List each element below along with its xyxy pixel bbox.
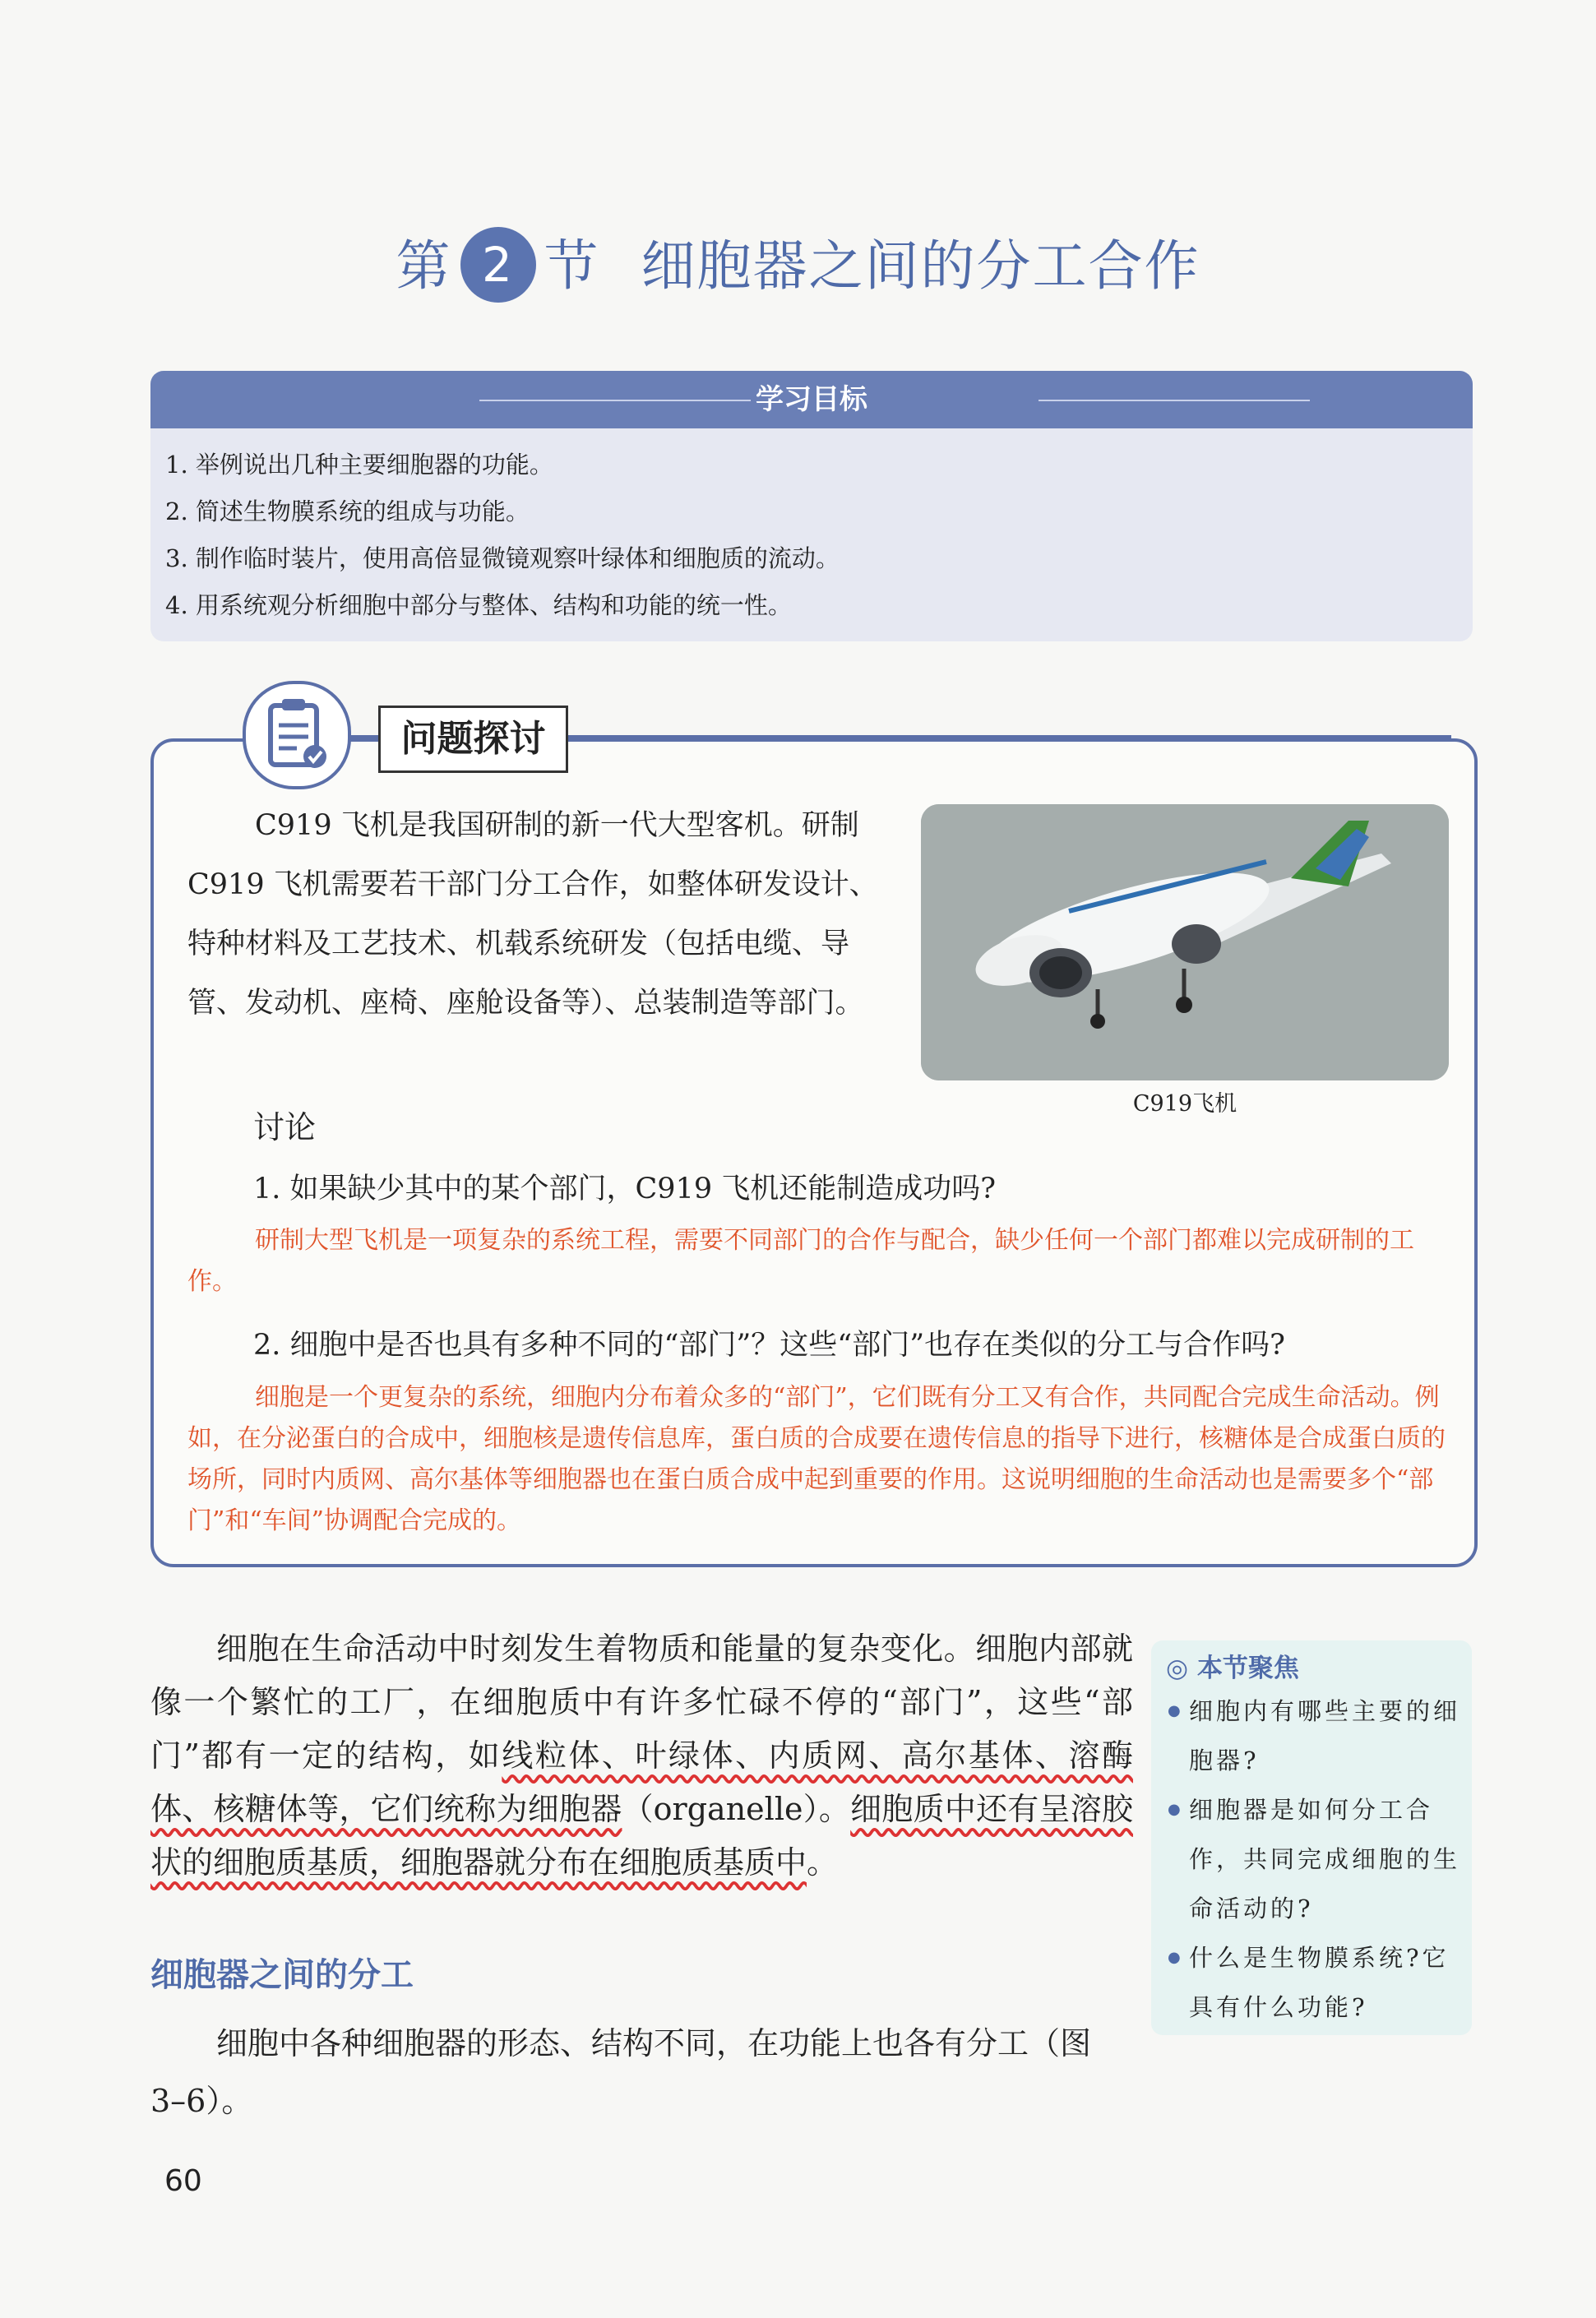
goal-item: 2. 简述生物膜系统的组成与功能。 bbox=[165, 497, 530, 525]
c919-aircraft-photo bbox=[921, 804, 1449, 1080]
discuss-heading: 讨论 bbox=[253, 1109, 317, 1145]
main-paragraph: 细胞在生命活动中时刻发生着物质和能量的复杂变化。细胞内部就像一个繁忙的工厂，在细胞质中有许多忙碌不停的“部门”，这些“部门”都有一定的结构，如线粒体、叶绿体、内质网、高尔基体、溶酶体、核糖体等，它们统称为细胞器（organelle）。细胞质中还有呈溶胶状的细胞质基质，细胞器就分布在细胞质基质中。 bbox=[150, 1631, 1133, 1881]
section-title bbox=[0, 222, 1596, 308]
learning-goals-box bbox=[150, 371, 1473, 641]
clipboard-icon bbox=[243, 681, 351, 789]
learning-goals-heading: 学习目标 bbox=[150, 371, 1473, 428]
section-focus-sidebar bbox=[1151, 1640, 1472, 2035]
focus-heading: ◎ 本节聚焦 bbox=[1166, 1654, 1299, 1683]
focus-item: ● 细胞器是如何分工合作，共同完成细胞的生命活动的? bbox=[1168, 1785, 1464, 1933]
focus-item: ● 细胞内有哪些主要的细胞器? bbox=[1168, 1686, 1464, 1785]
learning-goals-list bbox=[150, 428, 1473, 629]
discussion-intro: C919 飞机是我国研制的新一代大型客机。研制 C919 飞机需要若干部门分工合作，如整体研发设计、特种材料及工艺技术、机载系统研发（包括电缆、导管、发动机、座椅、座舱设备等）、总装制造等部门。 bbox=[187, 809, 878, 1020]
page-number: 60 bbox=[164, 2164, 202, 2198]
question-1: 1. 如果缺少其中的某个部门，C919 飞机还能制造成功吗? bbox=[253, 1173, 996, 1205]
goal-item: 1. 举例说出几种主要细胞器的功能。 bbox=[165, 451, 553, 479]
focus-list bbox=[1168, 1686, 1464, 2032]
answer-1: 研制大型飞机是一项复杂的系统工程，需要不同部门的合作与配合，缺少任何一个部门都难以完成研制的工作。 bbox=[187, 1226, 1414, 1296]
title-prefix: 第 bbox=[396, 234, 452, 298]
photo-caption: C919飞机 bbox=[1132, 1091, 1237, 1117]
focus-item: ● 什么是生物膜系统?它具有什么功能? bbox=[1168, 1933, 1464, 2032]
title-name: 细胞器之间的分工合作 bbox=[641, 234, 1200, 298]
question-2: 2. 细胞中是否也具有多种不同的“部门”？这些“部门”也存在类似的分工与合作吗? bbox=[253, 1329, 1285, 1362]
answer-2: 细胞是一个更复杂的系统，细胞内分布着众多的“部门”，它们既有分工又有合作，共同配合完成生命活动。例如，在分泌蛋白的合成中，细胞核是遗传信息库，蛋白质的合成要在遗传信息的指导下进行，核糖体是合成蛋白质的场所，同时内质网、高尔基体等细胞器也在蛋白质合成中起到重要的作用。这说明细胞的生命活动也是需要多个“部门”和“车间”协调配合完成的。 bbox=[187, 1383, 1446, 1535]
title-suffix: 节 bbox=[544, 234, 600, 298]
divider bbox=[563, 735, 1451, 738]
main-paragraph-2: 细胞中各种细胞器的形态、结构不同，在功能上也各有分工（图 3–6）。 bbox=[150, 2025, 1092, 2119]
subsection-heading: 细胞器之间的分工 bbox=[150, 1955, 414, 1994]
goal-item: 3. 制作临时装片，使用高倍显微镜观察叶绿体和细胞质的流动。 bbox=[165, 544, 840, 572]
section-number-badge: 2 bbox=[460, 227, 536, 303]
organelle-list-emphasis: 线粒体、叶绿体、内质网、高尔基体、溶酶体、核糖体等，它们统称为细胞器 bbox=[150, 1737, 1133, 1827]
discussion-label: 问题探讨 bbox=[378, 706, 568, 773]
cytosol-emphasis: 细胞质中还有呈溶胶状的细胞质基质，细胞器就分布在细胞质基质中 bbox=[150, 1791, 1133, 1881]
goal-item: 4. 用系统观分析细胞中部分与整体、结构和功能的统一性。 bbox=[165, 591, 792, 619]
